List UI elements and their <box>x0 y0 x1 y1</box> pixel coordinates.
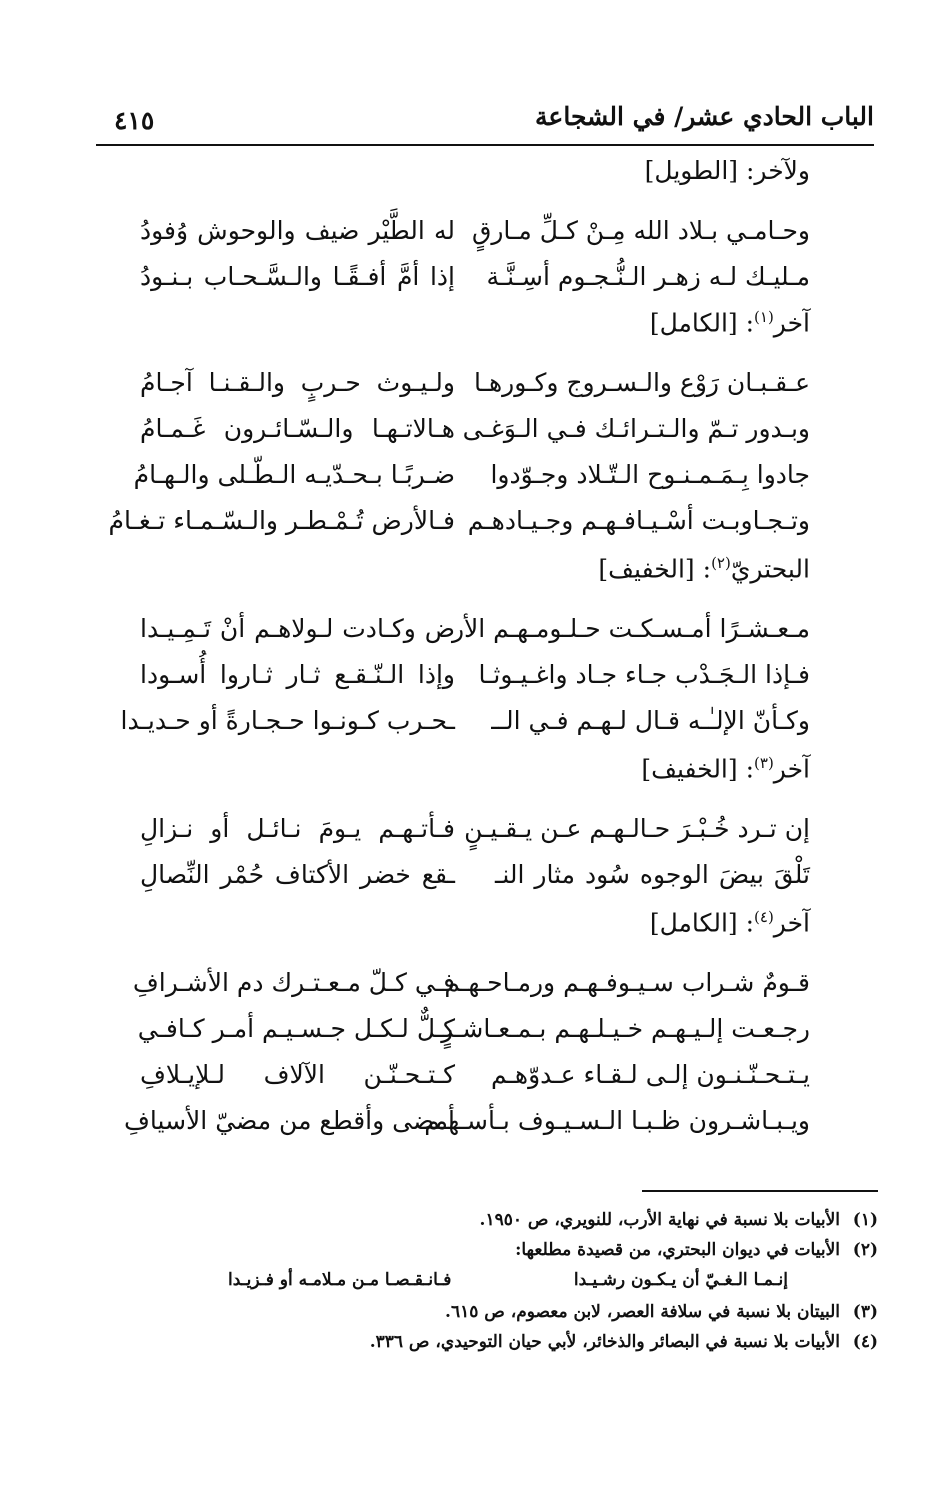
verse-line <box>140 614 810 654</box>
verse-second-hemistich: أمضى وأقطع من مضيّ الأسيافِ <box>124 1106 455 1135</box>
verse-second-hemistich: فـي كـلّ مـعـتـرك دم الأشـرافِ <box>132 968 455 997</box>
verse-first-hemistich: جادوا بِـمَـمـنـوح الـتّـلاد وجـوّدوا <box>490 460 810 489</box>
verse-first-hemistich: وكـأنّ الإلـٰـه قـال لـهـم فـي الــ <box>491 706 810 735</box>
verse-line <box>140 262 810 302</box>
verse-second-hemistich: فـالأرض تُـمْـطـر والـسّـمـاء تـغـامُ <box>108 506 455 535</box>
section-intro <box>140 908 810 948</box>
intro-text: ولآخر: [الطويل] <box>644 156 810 185</box>
verse-first-hemistich: وبـدور تـمّ والـتـرائـك فـي الـوَغـى <box>462 414 810 443</box>
verse-second-hemistich: له الطَّيْر ضيف والوحوش وُفودُ <box>140 216 455 245</box>
section-intro <box>140 754 810 794</box>
page-number: ٤١٥ <box>114 106 155 135</box>
verse-line <box>140 414 810 454</box>
verse-line <box>108 506 810 546</box>
verse-second-hemistich: كـتـحـنّـن الآلاف لـلإيـلافِ <box>140 1060 455 1089</box>
verse-second-hemistich: ـقع خضر الأكتاف حُمْر النِّصالِ <box>140 860 455 889</box>
footnote-number: (٤) <box>852 1332 878 1352</box>
verse-first-hemistich: عـقـبـان رَوْع والـسـروج وكـورهـا <box>474 368 810 397</box>
verse-second-hemistich: ضـربًـا بـحـدّيـه الـطّـلى والـهـامُ <box>133 460 455 489</box>
footnote-verse-first: إنـمـا الـغـيّ أن يـكـون رشـيـدا <box>573 1270 788 1290</box>
verse-first-hemistich: وحـامـي بـلاد الله مِـنْ كـلِّ مـارقٍ <box>471 216 810 245</box>
intro-meter: : [الكامل] <box>649 908 755 938</box>
footnote-number: (١) <box>852 1210 878 1230</box>
footnote-divider <box>642 1190 878 1192</box>
verse-line <box>140 216 810 256</box>
verse-line <box>140 860 810 900</box>
verse-first-hemistich: مـعـشـرًا أمـسـكـت حـلـومـهـم الأر <box>451 614 810 643</box>
section-intro <box>140 554 810 594</box>
verse-first-hemistich: تَلْقَ بيضَ الوجوه سُود مثار النـ <box>495 860 810 889</box>
verse-line <box>132 968 810 1008</box>
verse-first-hemistich: ويـبـاشـرون ظـبـا الـسـيـوف بـأسـهـم <box>424 1106 810 1135</box>
intro-text: البحتريّ <box>730 554 810 584</box>
footnote-text: الأبيات بلا نسبة في البصائر والذخائر، لأبي حيان التوحيدي، ص ٣٣٦. <box>369 1332 840 1352</box>
intro-meter: : [الخفيف] <box>641 754 755 784</box>
verse-first-hemistich: فـإذا الـجَـدْب جـاء جـاد واغـيـوثـا <box>478 660 810 689</box>
footnote-ref: (٢) <box>711 554 731 572</box>
footnote-text: البيتان بلا نسبة في سلافة العصر، لابن معصوم، ص ٦١٥. <box>445 1302 840 1322</box>
footnote-number: (٢) <box>852 1240 878 1260</box>
footnote-text: الأبيات في ديوان البحتري، من قصيدة مطلعها: <box>515 1240 840 1260</box>
verse-second-hemistich: فـأتـهـم يـومَ نـائـل أو نـزالِ <box>140 814 455 843</box>
verse-line <box>120 706 810 746</box>
verse-first-hemistich: مـليـك لـه زهـر الـنُّـجـوم أسِـنَّـة <box>486 262 810 291</box>
verse-line <box>140 660 810 700</box>
footnote <box>515 1240 878 1260</box>
section-intro <box>140 156 810 196</box>
verse-first-hemistich: رجـعـت إلـيـهـم خـيـلـهـم بـمـعـاشـرٍ <box>441 1014 810 1043</box>
verse-line <box>133 460 810 500</box>
verse-line <box>124 1106 810 1146</box>
verse-second-hemistich: وإذا الـنّـقـع ثـار ثـاروا أُسـودا <box>140 660 455 689</box>
footnote-ref: (٣) <box>754 754 774 772</box>
verse-first-hemistich: وتـجـاوبـت أسْـيـافـهـم وجـيـادهـم <box>467 506 810 535</box>
intro-meter: : [الكامل] <box>649 308 755 338</box>
section-intro <box>140 308 810 348</box>
footnote <box>370 1332 878 1352</box>
verse-line <box>140 368 810 408</box>
footnote-verse-second: فـانـقـصـا مـن مـلامـه أو فـزيـدا <box>228 1270 452 1290</box>
intro-text: آخر <box>773 908 810 938</box>
chapter-title: الباب الحادي عشر/ في الشجاعة <box>535 102 874 131</box>
footnote-ref: (١) <box>754 308 774 326</box>
verse-first-hemistich: يـتـحـنّـنـون إلـى لـقـاء عـدوّهـم <box>490 1060 810 1089</box>
footnote-ref: (٤) <box>754 908 774 926</box>
intro-text: آخر <box>773 308 810 338</box>
intro-text: آخر <box>773 754 810 784</box>
verse-second-hemistich: ض وكـادت لـولاهـم أنْ تَـمِـيـدا <box>140 614 455 643</box>
page-header <box>96 98 874 146</box>
verse-line <box>140 814 810 854</box>
verse-second-hemistich: إذا أمَّ أفـقًـا والـسَّـحـاب بـنـودُ <box>140 262 455 291</box>
footnote-text: الأبيات بلا نسبة في نهاية الأرب، للنويري، ص ١٩٥٠. <box>479 1210 840 1230</box>
verse-line <box>137 1014 810 1054</box>
footnote <box>445 1302 878 1322</box>
verse-line <box>140 1060 810 1100</box>
verse-first-hemistich: إن تـرد خُـبْـرَ حـالـهـم عـن يـقـيـنٍ <box>464 814 810 843</box>
footnote-number: (٣) <box>852 1302 878 1322</box>
footnote <box>480 1210 878 1230</box>
verse-second-hemistich: هـالاتـهـا والـسّـائـرون غَـمـامُ <box>140 414 455 443</box>
verse-second-hemistich: ـحـرب كـونـوا حـجـارةً أو حـديـدا <box>120 706 455 735</box>
verse-first-hemistich: قـومٌ شـراب سـيـوفـهـم ورمـاحـهـم <box>444 968 810 997</box>
verse-second-hemistich: كـلٌّ لـكـل جـسـيـم أمـر كـافـي <box>137 1014 455 1043</box>
verse-second-hemistich: ولـيـوث حـربٍ والـقـنـا آجـامُ <box>140 368 455 397</box>
intro-meter: : [الخفيف] <box>598 554 712 584</box>
